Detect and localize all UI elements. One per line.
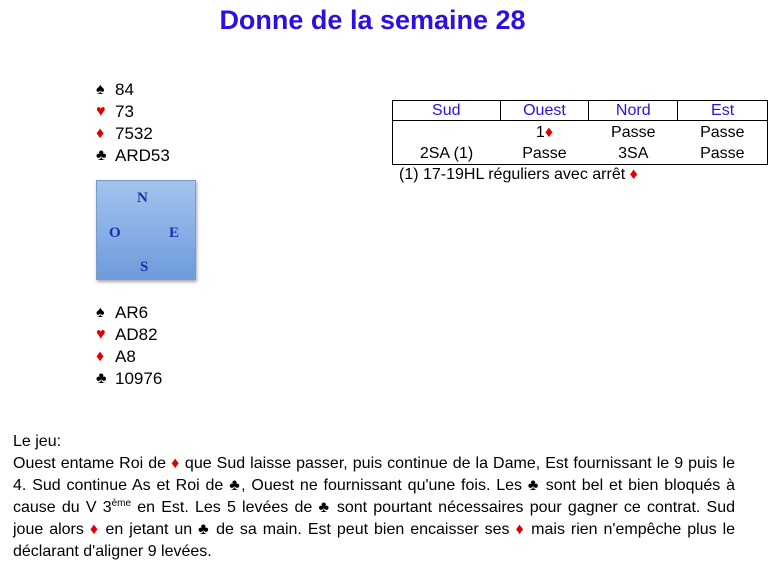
north-spades: ♠ 84 [96,80,134,99]
club-icon: ♣ [96,370,107,387]
diamond-icon: ♦ [515,521,526,538]
club-icon: ♣ [318,499,331,516]
club-icon: ♣ [229,477,242,494]
south-hearts: ♥ AD82 [96,325,158,344]
north-hearts: ♥ 73 [96,102,134,121]
south-hand [96,302,162,390]
compass-diagram [96,180,196,280]
club-icon: ♣ [198,521,211,538]
south-diamonds: ♦ A8 [96,347,136,366]
bid-cell: Passe [611,123,656,141]
bidding-table [392,100,768,165]
north-diamonds: ♦ 7532 [96,124,153,143]
bid-cell: 2SA (1) [419,144,474,162]
spade-icon: ♠ [96,304,105,321]
play-heading: Le jeu: [13,433,62,450]
club-icon: ♣ [527,477,540,494]
club-icon: ♣ [96,147,107,164]
diamond-icon: ♦ [629,166,638,183]
north-hand [96,79,170,167]
diamond-icon: ♦ [96,125,105,142]
compass-east: E [169,225,180,241]
north-clubs: ♣ ARD53 [96,146,170,165]
play-paragraph: Ouest entame Roi de ♦ que Sud laisse passer, puis continue de la Dame, Est fournissant le 9 puis le 4. Sud continue As et Roi de ♣, Ouest ne fournissant qu'une fois. Les ♣ sont bel et bien bloqués à cause du V 3ème en Est. Les 5 levées de ♣ sont pourtant nécessaires pour gagner ce contrat. Sud joue alors ♦ en jetant un ♣ de sa main. Est peut bien encaisser ses ♦ mais rien n'empêche plus le déclarant d'aligner 9 levées. [13,455,736,560]
diamond-icon: ♦ [96,348,105,365]
bidding-header-row [393,101,768,121]
compass-south: S [140,259,149,275]
bid-cell [393,121,501,144]
play-description [13,431,735,563]
bid-cell: 1♦ [535,123,553,141]
south-clubs: ♣ 10976 [96,369,163,388]
diamond-icon: ♦ [171,455,180,472]
page-title: Donne de la semaine 28 [219,5,526,35]
compass-north: N [137,190,148,206]
bidding-header-east: Est [678,101,768,121]
diamond-icon: ♦ [89,521,100,538]
bidding-header-south: Sud [393,101,501,121]
bidding-row [393,121,768,144]
heart-icon: ♥ [96,103,106,120]
south-spades: ♠ AR6 [96,303,149,322]
bidding-note: (1) 17-19HL réguliers avec arrêt ♦ [399,166,638,183]
bid-cell: Passe [700,123,745,141]
bid-cell: Passe [700,144,745,162]
bidding-row [393,143,768,165]
spade-icon: ♠ [96,81,105,98]
bidding-header-west: Ouest [500,101,589,121]
diamond-icon: ♦ [544,123,553,141]
bid-cell: Passe [522,144,567,162]
heart-icon: ♥ [96,326,106,343]
bid-cell: 3SA [618,144,649,162]
compass-west: O [109,225,121,241]
bidding-header-north: Nord [589,101,678,121]
